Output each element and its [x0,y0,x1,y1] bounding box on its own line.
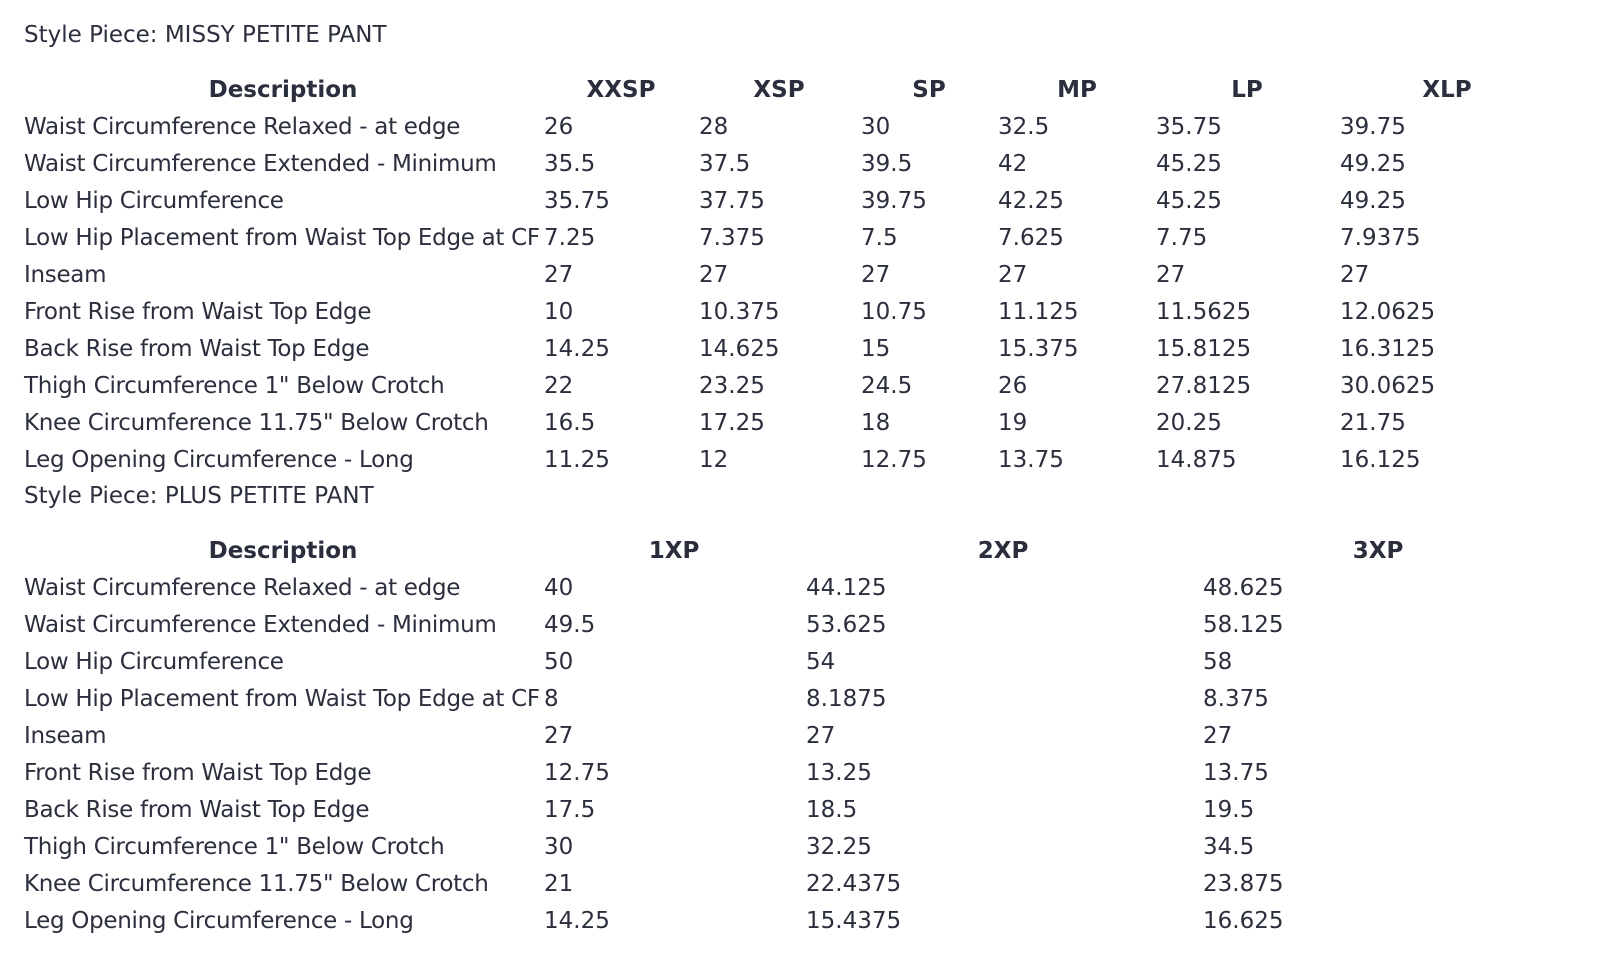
measurement-value: 27 [544,262,574,288]
row-description: Waist Circumference Extended - Minimum [24,612,497,638]
measurement-value: 44.125 [806,575,887,601]
measurement-value: 58.125 [1203,612,1284,638]
measurement-value: 13.25 [806,760,872,786]
measurement-value: 15.8125 [1156,336,1252,362]
measurement-value: 21.75 [1340,410,1406,436]
row-description: Leg Opening Circumference - Long [24,908,414,934]
measurement-value: 42.25 [998,188,1064,214]
measurement-value: 42 [998,151,1028,177]
section-title: Style Piece: MISSY PETITE PANT [24,22,387,48]
measurement-value: 7.25 [544,225,596,251]
measurement-value: 39.5 [861,151,913,177]
measurement-value: 16.125 [1340,447,1421,473]
section-title: Style Piece: PLUS PETITE PANT [24,483,374,509]
measurement-value: 18.5 [806,797,858,823]
measurement-value: 10.375 [699,299,780,325]
column-header-size: XXSP [586,77,656,103]
measurement-value: 13.75 [1203,760,1269,786]
measurement-value: 27 [998,262,1028,288]
row-description: Inseam [24,723,107,749]
row-description: Leg Opening Circumference - Long [24,447,414,473]
measurement-value: 15.375 [998,336,1079,362]
measurement-value: 45.25 [1156,188,1222,214]
measurement-value: 35.5 [544,151,596,177]
measurement-value: 15.4375 [806,908,902,934]
measurement-value: 53.625 [806,612,887,638]
column-header-size: MP [1057,77,1097,103]
measurement-value: 16.3125 [1340,336,1436,362]
measurement-value: 12 [699,447,729,473]
row-description: Inseam [24,262,107,288]
measurement-value: 22 [544,373,574,399]
column-header-size: 2XP [977,538,1029,564]
row-description: Low Hip Circumference [24,649,284,675]
row-description: Waist Circumference Relaxed - at edge [24,575,461,601]
measurement-value: 45.25 [1156,151,1222,177]
measurement-value: 37.75 [699,188,765,214]
measurement-value: 23.875 [1203,871,1284,897]
measurement-value: 21 [544,871,574,897]
measurement-value: 28 [699,114,729,140]
measurement-value: 49.5 [544,612,596,638]
measurement-value: 11.25 [544,447,610,473]
row-description: Front Rise from Waist Top Edge [24,760,372,786]
measurement-value: 27 [1340,262,1370,288]
measurement-value: 54 [806,649,836,675]
measurement-value: 32.25 [806,834,872,860]
measurement-value: 58 [1203,649,1233,675]
measurement-value: 48.625 [1203,575,1284,601]
column-header-size: XSP [753,77,805,103]
column-header-size: LP [1231,77,1263,103]
column-header-size: SP [912,77,946,103]
measurement-value: 8.1875 [806,686,887,712]
measurement-value: 12.75 [861,447,927,473]
measurement-value: 13.75 [998,447,1064,473]
measurement-value: 30.0625 [1340,373,1436,399]
measurement-value: 7.9375 [1340,225,1421,251]
measurement-value: 27 [1203,723,1233,749]
measurement-value: 50 [544,649,574,675]
measurement-value: 18 [861,410,891,436]
measurement-value: 49.25 [1340,188,1406,214]
column-header-size: 1XP [648,538,700,564]
column-header-description: Description [208,538,358,564]
measurement-value: 39.75 [1340,114,1406,140]
measurement-value: 22.4375 [806,871,902,897]
column-header-size: XLP [1422,77,1472,103]
measurement-value: 19.5 [1203,797,1255,823]
measurement-value: 8.375 [1203,686,1269,712]
measurement-value: 7.75 [1156,225,1208,251]
measurement-value: 16.5 [544,410,596,436]
measurement-value: 26 [998,373,1028,399]
row-description: Thigh Circumference 1" Below Crotch [24,373,445,399]
measurement-value: 14.25 [544,908,610,934]
measurement-value: 14.625 [699,336,780,362]
row-description: Waist Circumference Relaxed - at edge [24,114,461,140]
row-description: Back Rise from Waist Top Edge [24,797,370,823]
measurement-value: 17.25 [699,410,765,436]
column-header-size: 3XP [1352,538,1404,564]
measurement-value: 19 [998,410,1028,436]
measurement-value: 16.625 [1203,908,1284,934]
measurement-value: 26 [544,114,574,140]
row-description: Back Rise from Waist Top Edge [24,336,370,362]
row-description: Low Hip Placement from Waist Top Edge at CF [24,225,540,251]
row-description: Front Rise from Waist Top Edge [24,299,372,325]
row-description: Low Hip Circumference [24,188,284,214]
measurement-value: 27 [544,723,574,749]
measurement-value: 7.625 [998,225,1064,251]
measurement-value: 37.5 [699,151,751,177]
measurement-value: 11.5625 [1156,299,1252,325]
measurement-value: 7.375 [699,225,765,251]
measurement-value: 35.75 [1156,114,1222,140]
measurement-value: 35.75 [544,188,610,214]
row-description: Knee Circumference 11.75" Below Crotch [24,871,489,897]
measurement-value: 27 [699,262,729,288]
measurement-value: 14.25 [544,336,610,362]
measurement-value: 32.5 [998,114,1050,140]
measurement-value: 15 [861,336,891,362]
measurement-value: 30 [861,114,891,140]
row-description: Low Hip Placement from Waist Top Edge at CF [24,686,540,712]
column-header-description: Description [208,77,358,103]
measurement-value: 11.125 [998,299,1079,325]
measurement-value: 27 [1156,262,1186,288]
measurement-value: 24.5 [861,373,913,399]
measurement-value: 49.25 [1340,151,1406,177]
measurement-value: 30 [544,834,574,860]
measurement-value: 17.5 [544,797,596,823]
measurement-value: 12.75 [544,760,610,786]
row-description: Waist Circumference Extended - Minimum [24,151,497,177]
measurement-value: 12.0625 [1340,299,1436,325]
measurement-value: 39.75 [861,188,927,214]
measurement-value: 8 [544,686,559,712]
measurement-value: 27 [861,262,891,288]
measurement-value: 7.5 [861,225,898,251]
measurement-value: 40 [544,575,574,601]
measurement-value: 23.25 [699,373,765,399]
measurement-value: 27.8125 [1156,373,1252,399]
row-description: Thigh Circumference 1" Below Crotch [24,834,445,860]
measurement-value: 20.25 [1156,410,1222,436]
measurement-value: 27 [806,723,836,749]
measurement-value: 14.875 [1156,447,1237,473]
measurement-value: 34.5 [1203,834,1255,860]
row-description: Knee Circumference 11.75" Below Crotch [24,410,489,436]
measurement-value: 10.75 [861,299,927,325]
measurement-value: 10 [544,299,574,325]
